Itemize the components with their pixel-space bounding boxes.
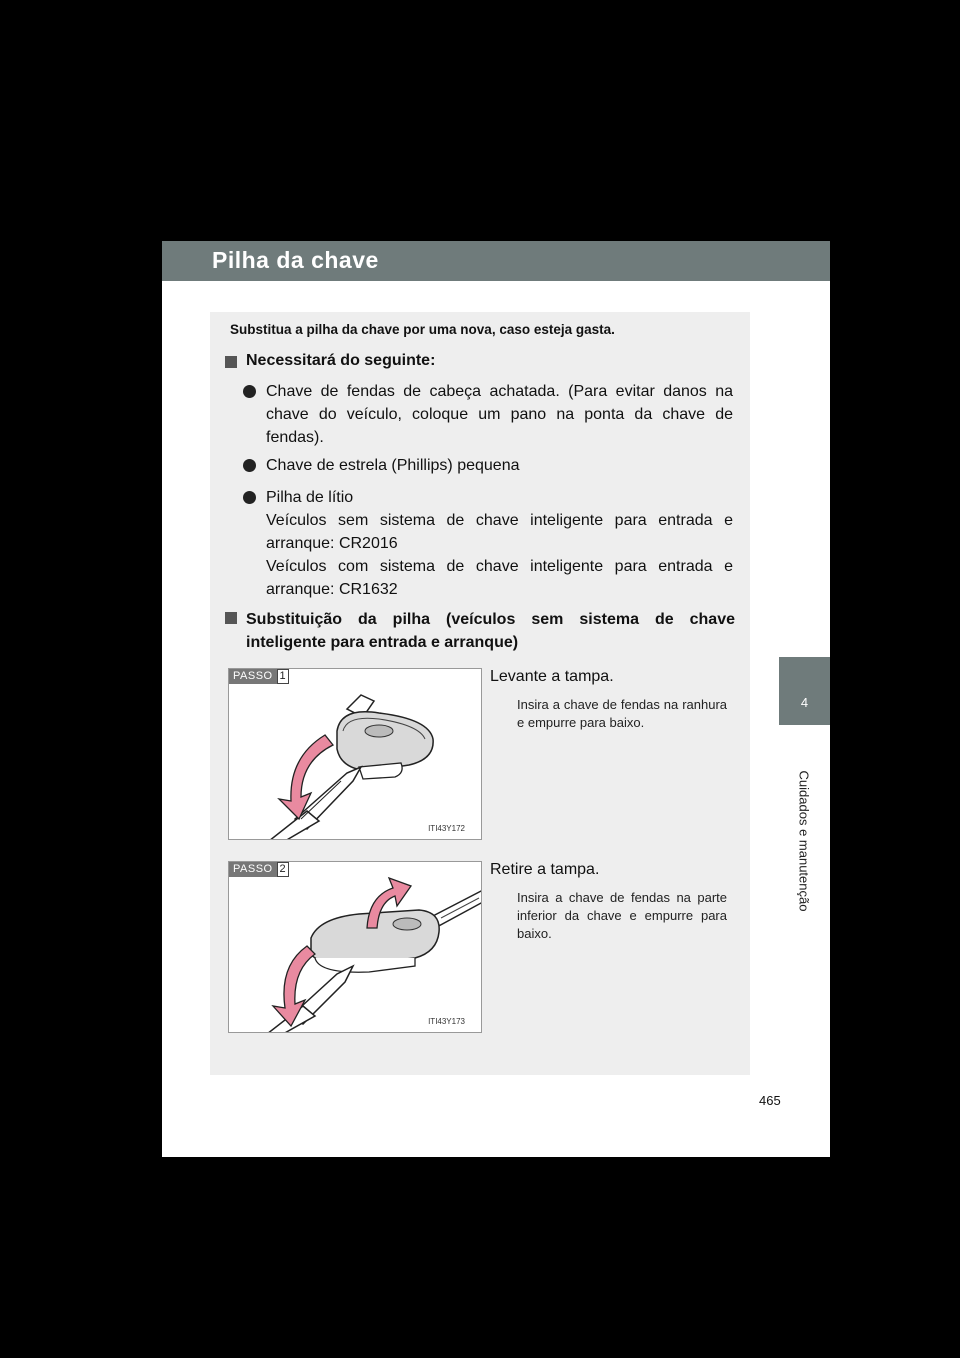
round-bullet-icon — [243, 459, 256, 472]
figure-code: ITI43Y172 — [428, 824, 465, 833]
page-number: 465 — [759, 1093, 781, 1108]
step-badge-number: 1 — [277, 669, 289, 684]
battery-type-line: Veículos sem sistema de chave inteligente para entrada e arranque: CR2016 — [266, 512, 733, 552]
step-badge — [229, 669, 289, 684]
list-item — [243, 486, 733, 601]
chapter-label: Cuidados e manutenção — [796, 770, 812, 912]
step-badge-word: PASSO — [229, 862, 277, 877]
list-item-text: Pilha de lítio — [266, 489, 354, 506]
round-bullet-icon — [243, 491, 256, 504]
section-heading-text: Necessitará do seguinte: — [246, 352, 436, 369]
section-heading-replacement — [225, 608, 735, 654]
section-heading-text: Substituição da pilha (veículos sem sistema de chave inteligente para entrada e arranque) — [246, 611, 735, 651]
intro-text: Substitua a pilha da chave por uma nova, caso esteja gasta. — [230, 322, 615, 337]
content-box — [210, 312, 750, 1075]
step-1-title: Levante a tampa. — [490, 668, 614, 685]
step-badge — [229, 862, 289, 877]
list-item — [243, 380, 733, 449]
step-2-description: Insira a chave de fendas na parte inferior da chave e empurre para baixo. — [517, 890, 727, 941]
square-bullet-icon — [225, 356, 237, 368]
list-item-block — [266, 486, 733, 601]
figure-step-1 — [228, 668, 482, 840]
figure-step-2 — [228, 861, 482, 1033]
step-1-description: Insira a chave de fendas na ranhura e empurre para baixo. — [517, 697, 727, 730]
chapter-number: 4 — [800, 695, 809, 710]
list-item-text: Chave de fendas de cabeça achatada. (Para evitar danos na chave do veículo, coloque um pano na ponta da chave de fendas). — [266, 383, 733, 446]
key-illustration-step-1 — [229, 669, 482, 840]
figure-code: ITI43Y173 — [428, 1017, 465, 1026]
header-bar — [162, 241, 830, 281]
step-2-title: Retire a tampa. — [490, 861, 600, 878]
battery-type-line: Veículos com sistema de chave inteligente para entrada e arranque: CR1632 — [266, 558, 733, 598]
step-badge-word: PASSO — [229, 669, 277, 684]
list-item — [243, 454, 733, 477]
section-heading-requirements — [225, 352, 435, 370]
manual-page — [162, 241, 830, 1157]
chapter-tab — [779, 657, 830, 725]
round-bullet-icon — [243, 385, 256, 398]
key-illustration-step-2 — [229, 862, 482, 1033]
step-badge-number: 2 — [277, 862, 289, 877]
square-bullet-icon — [225, 612, 237, 624]
list-item-text: Chave de estrela (Phillips) pequena — [266, 457, 520, 474]
page-title: Pilha da chave — [212, 247, 379, 273]
